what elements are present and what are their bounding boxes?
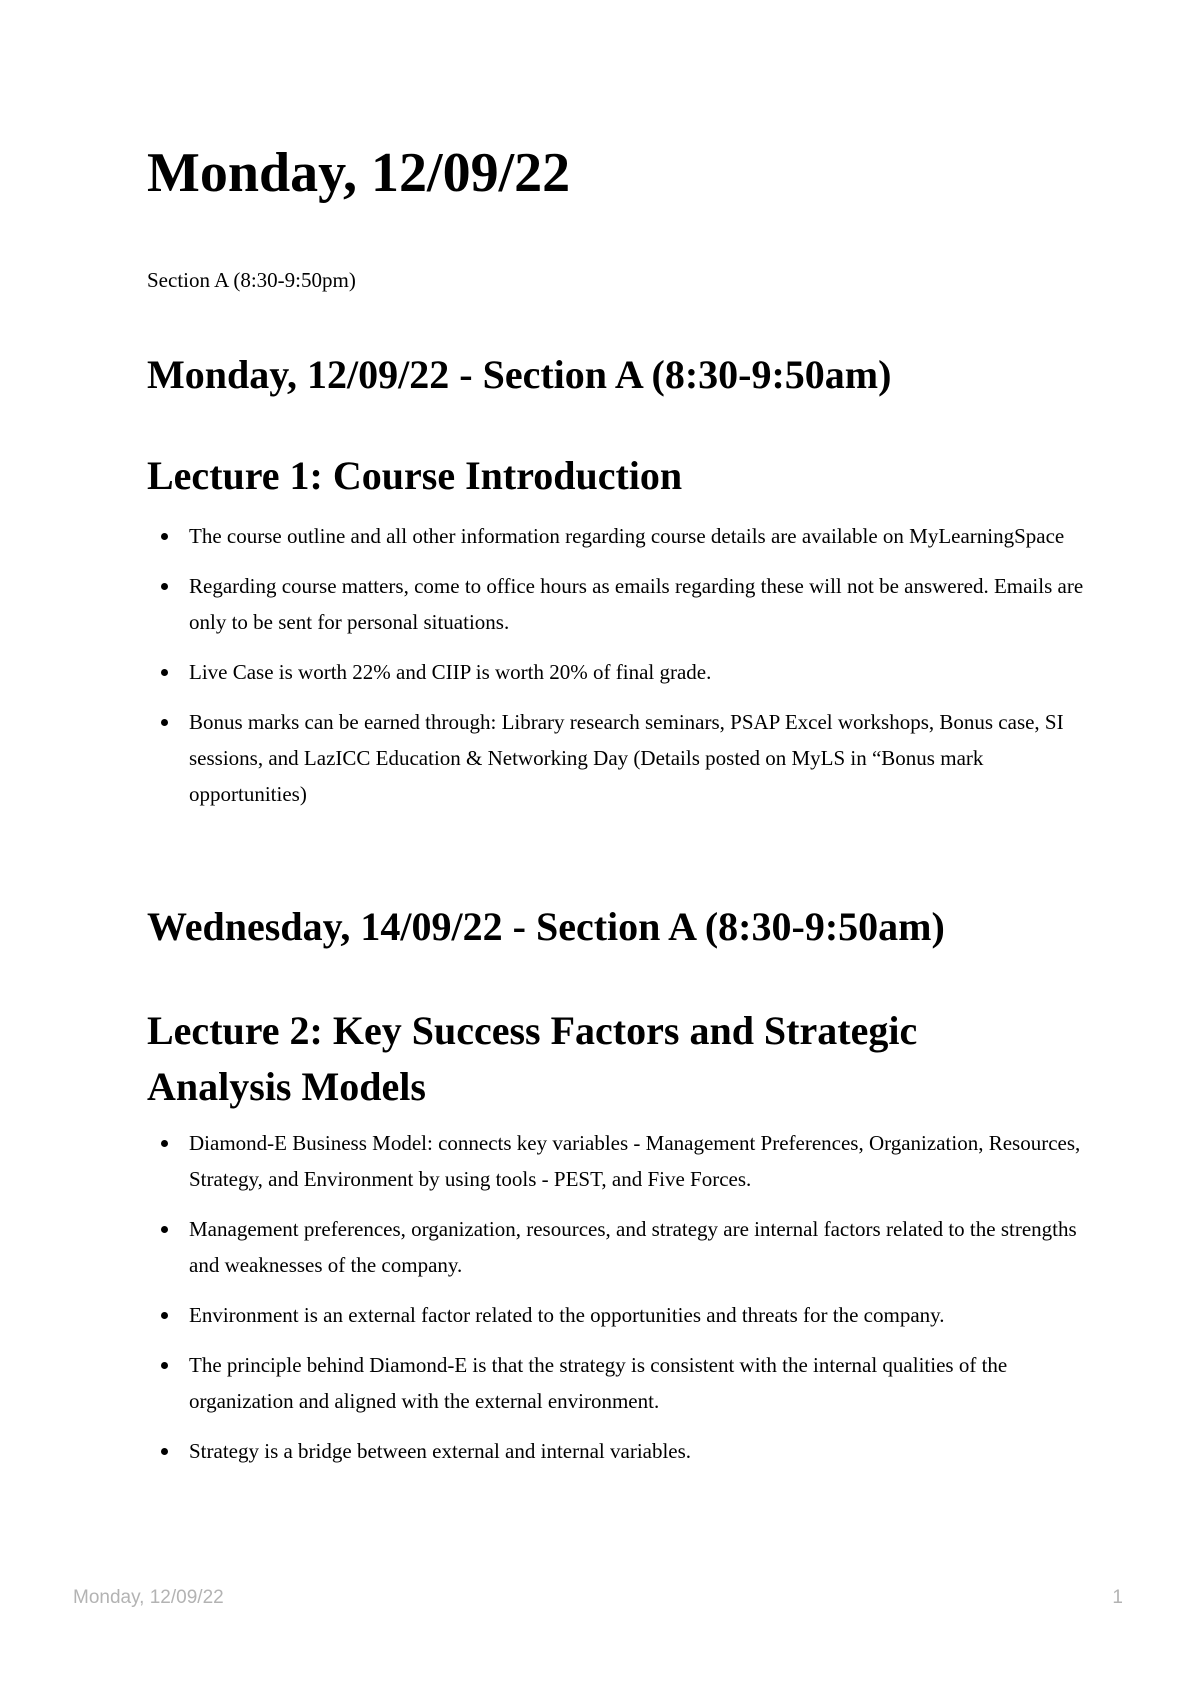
lecture-2-heading: Lecture 2: Key Success Factors and Strategic Analysis Models <box>147 1008 918 1109</box>
list-item: Environment is an external factor related to the opportunities and threats for the company. <box>189 1297 1089 1333</box>
page-subtitle: Section A (8:30-9:50pm) <box>147 268 356 292</box>
section-2-heading: Wednesday, 14/09/22 - Section A (8:30-9:50am) <box>147 904 945 949</box>
page-title: Monday, 12/09/22 <box>147 142 571 204</box>
lecture-1-bullets <box>147 518 1089 826</box>
list-item: Regarding course matters, come to office hours as emails regarding these will not be answered. Emails are only to be sent for personal situations. <box>189 568 1089 640</box>
lecture-2-bullets <box>147 1125 1089 1483</box>
list-item: The principle behind Diamond-E is that the strategy is consistent with the internal qualities of the organization and aligned with the external environment. <box>189 1347 1089 1419</box>
list-item: Bonus marks can be earned through: Library research seminars, PSAP Excel workshops, Bonus case, SI sessions, and LazICC Education & Networking Day (Details posted on MyLS in “Bonus mark opportunities) <box>189 704 1089 812</box>
lecture-1-heading: Lecture 1: Course Introduction <box>147 453 683 498</box>
list-item: The course outline and all other information regarding course details are available on MyLearningSpace <box>189 518 1089 554</box>
list-item: Management preferences, organization, resources, and strategy are internal factors related to the strengths and weaknesses of the company. <box>189 1211 1089 1283</box>
list-item: Diamond-E Business Model: connects key variables - Management Preferences, Organization, Resources, Strategy, and Environment by using tools - PEST, and Five Forces. <box>189 1125 1089 1197</box>
footer-title: Monday, 12/09/22 <box>73 1587 224 1608</box>
page-number: 1 <box>1112 1587 1123 1608</box>
list-item: Live Case is worth 22% and CIIP is worth 20% of final grade. <box>189 654 1089 690</box>
section-1-heading: Monday, 12/09/22 - Section A (8:30-9:50am) <box>147 352 892 397</box>
list-item: Strategy is a bridge between external and internal variables. <box>189 1433 1089 1469</box>
